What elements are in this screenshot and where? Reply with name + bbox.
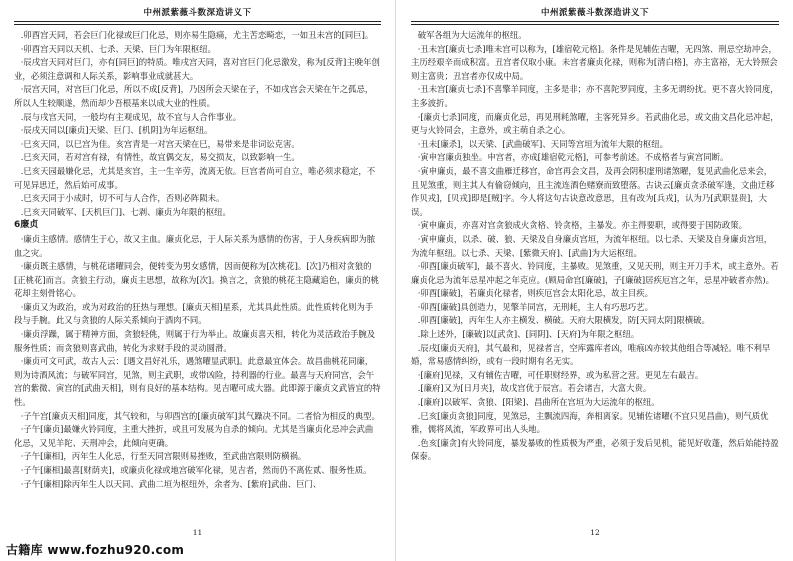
- section-heading: 6廉贞: [14, 220, 39, 231]
- paragraph: .巳亥天同破军、[天机巨门]、七剥、廉贞为年限的枢纽。: [20, 206, 231, 217]
- paragraph: .巳亥天园最嫌化忌，尤其是亥宫，主一生辛劳，流离无依。巨宫者尚可自立，唯必须求稳定，不可见异思迁，然后始可成事。: [14, 165, 376, 190]
- paragraph: ·辰戌天同以[廉贞]天梁、巨门、[机阴]为年运枢纽。: [20, 125, 213, 136]
- right-header-rule: [411, 22, 779, 25]
- paragraph: .卯酉宫天同，若会巨门化禄或巨门化忌，则亦易生隐痛，尤主苦恋畸恋，一如丑未宫的[同巨]。: [20, 30, 374, 40]
- paragraph: .色亥[廉贪]有火铃同度，暴发暴败的性质极为严重，必须于发后见机，能见好收蓬，然后始能持盈保泰。: [411, 437, 779, 462]
- right-page-content: [411, 29, 779, 539]
- site-watermark: 古籍库 www.fozhu920.com: [6, 543, 185, 557]
- paragraph: .巳亥天同于小成时，切不可与人合作，否则必阵陨未。: [20, 193, 225, 204]
- paragraph: .辰戌[廉贞天府]，其气最和，见禄者言，空库露库者凶，唯痕凶亦较其他组合等减轻。唯不利早婚，常易感情纠纷，或有一段时期有名无实。: [411, 342, 771, 367]
- paragraph: ·巳亥天同，以巳宫为佳。亥宫青是一对宫天梁在巳，易带来是非词讼克害。: [20, 138, 300, 149]
- paragraph: ·[廉府]见禄，又有辅佐吉曜，可任职财经界，或为私营之营。更见左右最吉。: [417, 369, 704, 380]
- paragraph: ·子午[廉相]除丙年生人以天同、武曲二垣为枢纽外，余者为、[紫府]武曲、巨门、: [20, 478, 322, 489]
- paragraph: ·卯酉[廉贞破军]，最不喜火、铃同度，主暴败。见煞重，又见天刑，则主开刀手术，或主意外。若廉贞化忌为流年忌星冲起之年克应。(顾局命宫[廉破]，子[廉破]居疾厄宫之年，忌星冲破者亦然)。: [411, 261, 779, 285]
- paragraph: ·廉贞主感情。感情生于心，故又主血。廉贞化忌，于人际关系为感情的伤害，于人身疾病即为脓血之灾。: [14, 233, 376, 258]
- paragraph: ·丑未宫[廉贞七杀]不喜擎羊同度，主多是非；亦不喜陀罗同度，主多无谓纷扰。更不喜火铃同度，主多波折。: [411, 84, 779, 108]
- paragraph: ·[廉贞七杀]同度，而廉贞化忌，再见刑耗煞曜，主客死异乡。若武曲化忌，或文曲文昌化忌冲起，更与火铃同会，主意外，或主萌自杀之心。: [411, 111, 779, 136]
- paragraph: ·卯酉[廉破]具创造力，见擎羊同宫，无刑耗，主人有巧思巧艺。: [417, 301, 654, 312]
- right-page: [397, 0, 793, 561]
- paragraph: ·辰戌宫天同对巨门，亦有[同巨]的特质。唯戌宫天同，喜对宫巨门化忌激发，称为[反背]主晚年创业，必须注意调和人际关系，影响事业成就甚大。: [14, 57, 380, 81]
- left-page-content: [14, 29, 381, 539]
- paragraph: .辰与戌宫天同，一般均有主观成见，故不宜与人合作事业。: [20, 111, 242, 122]
- paragraph: ·子午[廉贞]最嫌火铃同度，主重大挫折，或且可发展为自杀的倾向。尤其是当廉贞化忌冲会武曲化忌，又见羊陀、天刑冲会，此倾向更确。: [14, 424, 374, 448]
- paragraph: ·寅申廉贞，以杀、破、狼、天梁及自身廉贞宫垣，为流年枢纽。以七杀、天梁及自身廉贞宫垣，为流年枢纽。以七杀、天梁、[紫微天府]、[武曲]为大运枢纽。: [411, 233, 773, 258]
- paragraph: ·辰宫天同，对宫巨门化忌，所以不成[反背]，乃因所会天梁在子，不如戌宫会天梁在午之孤忌，所以人生较顺遂，然而却少吾根基来以成大业的性质。: [14, 84, 374, 108]
- paragraph: 破军各组为大运流年的枢纽。: [417, 30, 527, 40]
- paragraph: ·卯酉[廉破]，若廉贞化禄者，则疾厄宫会太阳化忌，故主目疾。: [417, 288, 654, 299]
- paragraph: ·廉贞浮躁，属于精神方面，贪狼轻佻，则属于行为举止。故廉贞喜天相，转化为灵活政治手腕及服务性质；而贪狼则喜武曲，转化为求财手段的灵动圆滑。: [14, 329, 376, 353]
- left-page-header: 中州派紫薇斗数深造讲义下: [14, 6, 381, 22]
- paragraph: ·丑未宫[廉贞七杀]唯未宫可以称为，[雄宿乾元格]。条件是见辅佐吉曜，无四煞、刑忌空劫冲会，主历经艰辛而成积富。丑宫者仅取小康。未宫者廉贞化禄，则称为[清白格]，亦主富裕，无大铃照会则主富贵；丑宫者亦仅成中局。: [411, 43, 778, 81]
- paragraph: ·寅申宫廉贞独坐。申宫者，亦成[雄宿乾元格]，可参考前述。不成格者与寅宫同断。: [417, 152, 729, 163]
- paragraph: .卯酉[廉破]，丙年生人亦主横发、横破。天府大限横发，防[天同太阴]限横破。: [417, 315, 710, 326]
- paragraph: ·廉贞可文可武，故古人云：[遇文昌好礼乐，遇煞曜显武职]。此意最宜体会。故昌曲桃花同廉，则为诗酒风流；与破军同宫，见煞，则主武职，或带凶险，持利器的行业。最喜与天府同宫，会午宫的紫微、寅宫的[武曲天相]，则有良好的基本结构。见吉曜可成大器。此即源于廉贞文武皆宜的特性。: [14, 356, 381, 408]
- paragraph: ·卯酉宫天同以天机、七杀、天梁、巨门为年限枢纽。: [20, 43, 217, 54]
- paragraph: .巳亥天同，若对宫有禄，有情性，故宜偶交友，易交损友，以致影响一生。: [20, 152, 300, 163]
- left-header-rule: [14, 22, 381, 25]
- paragraph: ·子午宫[廉贞天相]同度，其气较和，与卯酉宫的[廉贞破军]其气躁决不同。二者恰为相反的典型。: [20, 410, 380, 421]
- paragraph: ·寅申廉贞，最不喜文曲雁迁移宫，命宫再会文昌，及再会阴积虚刑诸煞曜，复见武曲化忌来会，且见煞重，则主其人有偷窃倾向，且主流连酒色赌寮而致堕落。古诀云[廉贞贪杀破军逢，文曲迁移作贝戎]，[贝戎]即是[贼]字。今人将这句古诀意改意思，且有改为[兵戎]，认为乃[武职显贵]，大误。: [411, 165, 775, 217]
- paragraph: .巳亥[廉贞贪狼]同度，见煞忌，主飘流四海，奔相离家。见辅佐诸曜(不宜只见昌曲)，则气质优雅，儒将风流，军政界可出人头地。: [411, 410, 769, 435]
- paragraph: ·廉贞既主感情，与桃花诸曜同会，便转变为男女感情，因而便称为[次桃花]。[次]乃相对贪狼的[正桃花]而言。贪狼主行动，廉贞主思想，故称为[次]。换言之，贪狼的桃花主隐藏追色，廉贞的桃花却主刻骨铭心。: [14, 261, 379, 299]
- paragraph: .[廉府]以破军、贪狼、[阳梁]、昌曲所在宫垣为大运流年的枢纽。: [417, 397, 660, 408]
- paragraph: ·子午[廉相]最喜[财荫夹]，或廉贞化禄或地宫破军化禄，见吉者，然而仍不离佐贰、服务性质。: [20, 465, 372, 475]
- paragraph: ·寅申廉贞，亦喜对宫贪狼成火贪格、铃贪格，主暴发。亦主得要职，或得要于国防政策。: [417, 220, 748, 231]
- left-page-number: 11: [192, 528, 203, 537]
- right-page-number: 12: [590, 528, 600, 537]
- left-page: [0, 0, 396, 561]
- paragraph: ·丑未[廉杀]，以天梁、[武曲破军]、天同等宫垣为流年大限的枢纽。: [417, 138, 668, 149]
- paragraph: .[廉府]又为[日月夹]，故戊宫优于辰宫。若会诸吉，大富大贵。: [417, 383, 652, 394]
- right-page-header: 中州派紫薇斗数深造讲义下: [411, 6, 779, 22]
- paragraph: ·廉贞又为政治，或为对政治的狂热与理想。[廉贞天相]星系，尤其具此性质。此性质转化则为手段与手腕。此又与贪狼的人际关系倾向于酒肉不同。: [14, 301, 374, 326]
- paragraph: .除上述外，[廉破]以[武贪]、[同阴]、[天府]为年限之枢纽。: [417, 329, 640, 340]
- paragraph: ·子午[廉相]，丙年生人化忌，行至天同宫限则易挫败，至武曲宫限则防横祸。: [20, 451, 307, 462]
